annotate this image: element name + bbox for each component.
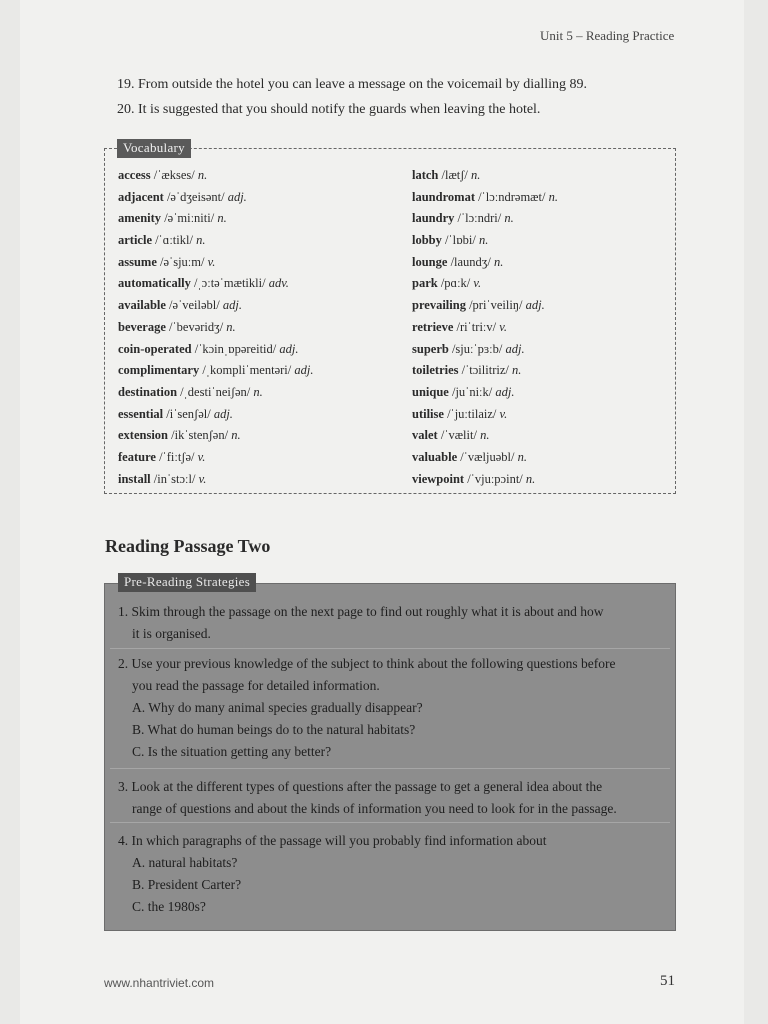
- vocab-part-of-speech: adj.: [227, 189, 247, 204]
- vocab-word: laundry: [412, 211, 455, 226]
- vocab-entry: [412, 472, 558, 494]
- vocab-pronunciation: /inˈstɔːl/: [150, 471, 199, 486]
- vocab-word: toiletries: [412, 363, 459, 378]
- vocab-part-of-speech: n.: [548, 189, 558, 204]
- strategy-subitem: A. natural habitats?: [132, 855, 238, 870]
- vocab-entry: [118, 407, 313, 429]
- vocabulary-right-column: [412, 168, 558, 493]
- vocab-part-of-speech: adj.: [279, 341, 299, 356]
- vocab-part-of-speech: v.: [198, 471, 207, 486]
- strategy-subitem: B. What do human beings do to the natural habitats?: [132, 722, 416, 737]
- vocab-word: feature: [118, 449, 156, 464]
- divider: [110, 648, 670, 649]
- strategy-line: 2. Use your previous knowledge of the subject to think about the following questions before: [118, 656, 616, 671]
- vocab-entry: [118, 428, 313, 450]
- vocab-entry: [118, 450, 313, 472]
- vocab-part-of-speech: n.: [478, 233, 489, 248]
- vocab-word: valet: [412, 428, 438, 443]
- vocab-entry: [118, 342, 313, 364]
- vocab-entry: [412, 298, 558, 320]
- vocab-pronunciation: /ˌkompliˈmentəri/: [199, 363, 295, 378]
- strategy-line: 1. Skim through the passage on the next page to find out roughly what it is about and how: [118, 604, 604, 619]
- vocab-entry: [412, 363, 558, 385]
- vocab-entry: [412, 385, 558, 407]
- vocab-entry: [412, 342, 558, 364]
- vocab-pronunciation: /ˈjuːtilaiz/: [443, 406, 500, 421]
- vocab-word: beverage: [118, 319, 166, 334]
- vocab-part-of-speech: n.: [525, 471, 536, 486]
- vocab-pronunciation: /ˈlɔːndrəmæt/: [474, 189, 549, 204]
- strategy-line: it is organised.: [132, 626, 211, 641]
- running-header: Unit 5 – Reading Practice: [540, 28, 675, 43]
- vocab-word: viewpoint: [412, 471, 465, 486]
- vocab-entry: [412, 450, 558, 472]
- vocab-word: latch: [412, 168, 439, 182]
- vocab-word: essential: [118, 406, 164, 421]
- vocab-word: superb: [412, 341, 449, 356]
- vocab-part-of-speech: n.: [471, 168, 481, 182]
- vocab-word: retrieve: [412, 319, 454, 334]
- page-number: 51: [660, 973, 675, 989]
- strategy-subitem: B. President Carter?: [132, 877, 242, 892]
- vocab-word: valuable: [412, 449, 458, 464]
- vocab-pronunciation: /sjuːˈpɜːb/: [448, 341, 506, 356]
- vocab-entry: [118, 190, 313, 212]
- strategy-item-1: [118, 601, 663, 645]
- vocab-part-of-speech: v.: [473, 276, 482, 291]
- vocab-entry: [118, 233, 313, 255]
- vocab-entry: [118, 472, 313, 494]
- strategy-item-3: [118, 776, 663, 820]
- vocab-pronunciation: /ˈvælit/: [437, 428, 481, 443]
- vocab-pronunciation: /ˌdestiˈneiʃən/: [177, 384, 254, 399]
- vocab-pronunciation: /lætʃ/: [438, 168, 472, 182]
- strategy-line: range of questions and about the kinds of information you need to look for in the passage.: [132, 801, 617, 816]
- vocab-part-of-speech: n.: [196, 233, 206, 248]
- vocab-word: available: [118, 298, 166, 313]
- vocab-word: laundromat: [412, 189, 475, 204]
- vocab-pronunciation: /iˈsenʃəl/: [163, 406, 214, 421]
- vocab-word: destination: [118, 384, 178, 399]
- vocab-word: amenity: [118, 211, 162, 226]
- vocab-pronunciation: /juˈniːk/: [448, 384, 496, 399]
- vocab-entry: [412, 428, 558, 450]
- vocab-word: article: [118, 233, 153, 248]
- vocab-word: automatically: [118, 276, 191, 291]
- footer-url: www.nhantriviet.com: [104, 976, 215, 990]
- strategy-item-2: [118, 653, 663, 763]
- vocab-part-of-speech: adj.: [525, 298, 545, 313]
- vocab-part-of-speech: n.: [226, 319, 236, 334]
- vocab-entry: [118, 363, 313, 385]
- vocab-pronunciation: /ˈɑːtikl/: [152, 233, 197, 248]
- vocab-pronunciation: /əˈmiːniti/: [161, 211, 218, 226]
- strategy-subitem: C. Is the situation getting any better?: [132, 744, 332, 759]
- vocab-entry: [412, 168, 558, 190]
- vocab-pronunciation: /əˈsjuːm/: [156, 254, 208, 269]
- vocab-part-of-speech: v.: [207, 254, 216, 269]
- vocabulary-left-column: [118, 168, 313, 493]
- vocab-pronunciation: /ˈfiːtʃə/: [155, 449, 198, 464]
- strategy-line: 4. In which paragraphs of the passage will you probably find information about: [118, 833, 547, 848]
- vocab-part-of-speech: n.: [253, 384, 263, 399]
- divider: [110, 822, 670, 823]
- strategy-line: you read the passage for detailed information.: [132, 678, 380, 693]
- strategies-label: Pre-Reading Strategies: [118, 573, 256, 592]
- vocab-part-of-speech: n.: [217, 211, 227, 226]
- vocab-pronunciation: /ˈkɔinˌɒpəreitid/: [191, 341, 280, 356]
- vocab-entry: [412, 320, 558, 342]
- vocab-part-of-speech: n.: [504, 211, 514, 226]
- vocab-entry: [118, 255, 313, 277]
- vocab-pronunciation: /ˈvæljuəbl/: [457, 449, 518, 464]
- vocab-word: adjacent: [118, 189, 164, 204]
- vocab-part-of-speech: n.: [517, 449, 527, 464]
- vocab-pronunciation: /əˈveiləbl/: [165, 298, 223, 313]
- vocab-pronunciation: /ˌɔːtəˈmætikli/: [190, 276, 269, 291]
- vocab-entry: [118, 168, 313, 190]
- vocab-pronunciation: /əˈdʒeisənt/: [163, 189, 228, 204]
- vocab-pronunciation: /laundʒ/: [447, 254, 494, 269]
- vocab-entry: [118, 298, 313, 320]
- vocab-part-of-speech: adj.: [222, 298, 242, 313]
- strategy-line: 3. Look at the different types of questions after the passage to get a general idea about the: [118, 779, 603, 794]
- vocab-part-of-speech: v.: [197, 449, 206, 464]
- vocab-part-of-speech: adj.: [495, 384, 515, 399]
- vocab-entry: [412, 190, 558, 212]
- vocab-word: park: [412, 276, 438, 291]
- vocab-part-of-speech: adj.: [294, 363, 314, 378]
- vocab-entry: [118, 385, 313, 407]
- question-20: 20. It is suggested that you should notify the guards when leaving the hotel.: [117, 102, 541, 117]
- vocab-word: lobby: [412, 233, 442, 248]
- vocab-part-of-speech: adv.: [268, 276, 289, 291]
- vocab-part-of-speech: v.: [499, 319, 507, 334]
- vocab-word: extension: [118, 428, 168, 443]
- vocab-entry: [412, 233, 558, 255]
- vocab-pronunciation: /riˈtriːv/: [453, 319, 500, 334]
- vocab-word: utilise: [412, 406, 444, 421]
- question-19: 19. From outside the hotel you can leave a message on the voicemail by dialling 89.: [117, 77, 588, 92]
- vocab-pronunciation: /ˈtɔilitriz/: [458, 363, 512, 378]
- vocab-entry: [412, 255, 558, 277]
- vocab-part-of-speech: adj.: [505, 341, 525, 356]
- vocab-part-of-speech: n.: [493, 254, 504, 269]
- vocab-pronunciation: /ˈvjuːpɔint/: [464, 471, 526, 486]
- vocab-pronunciation: /pɑːk/: [437, 276, 474, 291]
- vocab-part-of-speech: adj.: [213, 406, 233, 421]
- vocab-entry: [118, 276, 313, 298]
- vocab-word: access: [118, 168, 151, 182]
- vocab-pronunciation: /ˈækses/: [150, 168, 198, 182]
- vocab-entry: [412, 407, 558, 429]
- vocab-word: lounge: [412, 254, 448, 269]
- strategy-item-4: [118, 830, 663, 918]
- strategy-subitem: A. Why do many animal species gradually disappear?: [132, 700, 423, 715]
- vocab-word: install: [118, 471, 151, 486]
- vocab-part-of-speech: n.: [511, 363, 522, 378]
- vocab-pronunciation: /ˈlɒbi/: [441, 233, 479, 248]
- vocab-word: assume: [118, 254, 157, 269]
- vocab-pronunciation: /priˈveiliŋ/: [465, 298, 526, 313]
- vocab-word: unique: [412, 384, 449, 399]
- vocab-part-of-speech: v.: [499, 406, 508, 421]
- vocab-part-of-speech: n.: [480, 428, 490, 443]
- vocabulary-label: Vocabulary: [117, 139, 191, 158]
- vocab-pronunciation: /ˈbevəridʒ/: [165, 319, 227, 334]
- vocab-pronunciation: /ikˈstenʃən/: [168, 428, 232, 443]
- vocab-pronunciation: /ˈlɔːndri/: [454, 211, 505, 226]
- vocab-part-of-speech: n.: [197, 168, 208, 182]
- vocab-entry: [412, 211, 558, 233]
- vocab-part-of-speech: n.: [231, 428, 241, 443]
- vocab-entry: [118, 320, 313, 342]
- vocab-word: prevailing: [412, 298, 466, 313]
- vocab-entry: [412, 276, 558, 298]
- strategy-subitem: C. the 1980s?: [132, 899, 206, 914]
- divider: [110, 768, 670, 769]
- vocab-word: coin-operated: [118, 341, 192, 356]
- section-title: Reading Passage Two: [105, 536, 271, 556]
- vocab-word: complimentary: [118, 363, 200, 378]
- vocab-entry: [118, 211, 313, 233]
